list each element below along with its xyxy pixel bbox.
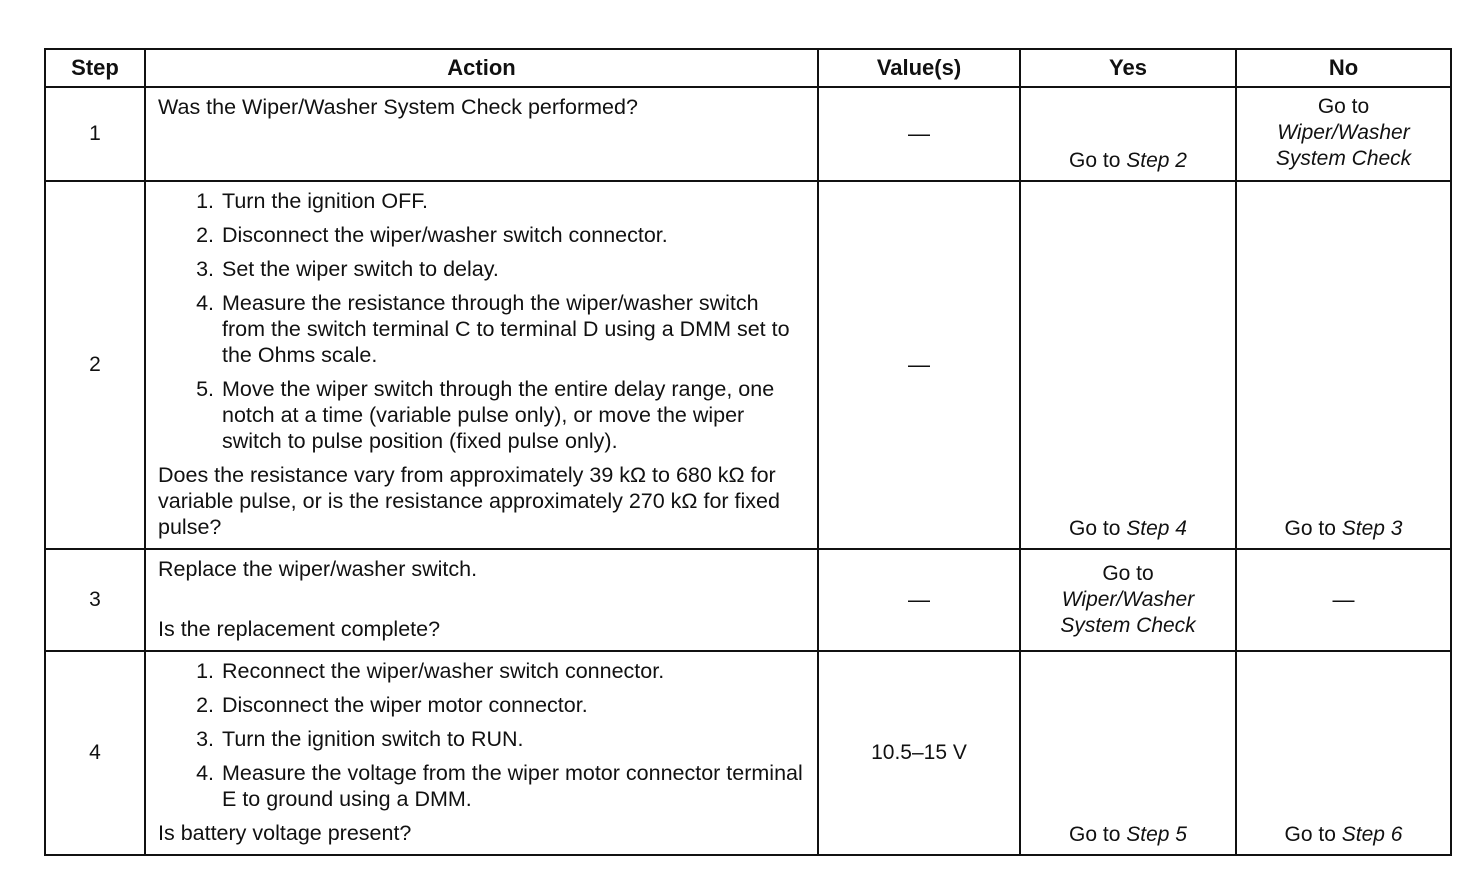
table-row	[45, 549, 1451, 651]
yes-target-link[interactable]: Wiper/Washer System Check	[1060, 588, 1196, 637]
yes-cell	[1020, 87, 1236, 181]
action-question: Was the Wiper/Washer System Check performed?	[158, 95, 638, 119]
yes-target-link[interactable]: Step 4	[1126, 517, 1187, 540]
action-instruction: Replace the wiper/washer switch.	[158, 557, 478, 581]
no-cell	[1236, 651, 1451, 855]
list-item: 5. Move the wiper switch through the entire delay range, one notch at a time (variable pulse only), or move the wiper switch to pulse position (fixed pulse only).	[196, 377, 775, 453]
no-target-link[interactable]: Wiper/Washer System Check	[1275, 121, 1412, 170]
header-row	[45, 49, 1451, 87]
no-prefix: Go to	[1284, 517, 1342, 540]
yes-target-link[interactable]: Step 5	[1126, 823, 1187, 846]
action-cell	[145, 181, 818, 549]
value-cell: —	[818, 87, 1020, 181]
action-question: Does the resistance vary from approximately 39 kΩ to 680 kΩ for variable pulse, or is the resistance approximately 270 kΩ for fixed pulse?	[158, 463, 780, 539]
list-item: 4. Measure the resistance through the wiper/washer switch from the switch terminal C to terminal D using a DMM set to the Ohms scale.	[196, 291, 790, 367]
list-item: 1. Reconnect the wiper/washer switch connector.	[196, 659, 665, 683]
no-prefix: Go to	[1317, 95, 1370, 118]
table-row	[45, 651, 1451, 855]
list-item: 3. Set the wiper switch to delay.	[196, 257, 499, 281]
yes-cell	[1020, 651, 1236, 855]
no-cell	[1236, 181, 1451, 549]
yes-prefix: Go to	[1069, 823, 1127, 846]
list-item: 2. Disconnect the wiper motor connector.	[196, 693, 588, 717]
list-item: 1. Turn the ignition OFF.	[196, 189, 428, 213]
no-prefix: Go to	[1284, 823, 1342, 846]
header-values: Value(s)	[818, 49, 1020, 87]
no-target-link[interactable]: Step 3	[1341, 517, 1403, 540]
action-steps-list	[158, 658, 807, 812]
yes-cell	[1020, 181, 1236, 549]
yes-target-link[interactable]: Step 2	[1126, 149, 1187, 172]
header-step: Step	[45, 49, 145, 87]
yes-prefix: Go to	[1102, 562, 1154, 585]
yes-prefix: Go to	[1069, 149, 1127, 172]
header-no: No	[1236, 49, 1451, 87]
yes-prefix: Go to	[1069, 517, 1127, 540]
action-steps-list	[158, 188, 807, 454]
action-question: Is the replacement complete?	[158, 617, 441, 641]
step-number: 3	[45, 549, 145, 651]
step-number: 2	[45, 181, 145, 549]
action-cell	[145, 651, 818, 855]
step-number: 4	[45, 651, 145, 855]
value-cell: 10.5–15 V	[818, 651, 1020, 855]
action-cell	[145, 87, 818, 181]
no-cell	[1236, 87, 1451, 181]
action-question: Is battery voltage present?	[158, 821, 412, 845]
header-yes: Yes	[1020, 49, 1236, 87]
action-cell	[145, 549, 818, 651]
table-row	[45, 87, 1451, 181]
table-row	[45, 181, 1451, 549]
step-number: 1	[45, 87, 145, 181]
no-cell: —	[1236, 549, 1451, 651]
diagnostic-table	[44, 48, 1452, 856]
header-action: Action	[145, 49, 818, 87]
diagnostic-table-sheet	[44, 48, 1450, 856]
yes-cell	[1020, 549, 1236, 651]
list-item: 2. Disconnect the wiper/washer switch connector.	[196, 223, 668, 247]
value-cell: —	[818, 181, 1020, 549]
no-target-link[interactable]: Step 6	[1341, 823, 1403, 846]
value-cell: —	[818, 549, 1020, 651]
list-item: 3. Turn the ignition switch to RUN.	[196, 727, 524, 751]
list-item: 4. Measure the voltage from the wiper motor connector terminal E to ground using a DMM.	[196, 761, 803, 811]
